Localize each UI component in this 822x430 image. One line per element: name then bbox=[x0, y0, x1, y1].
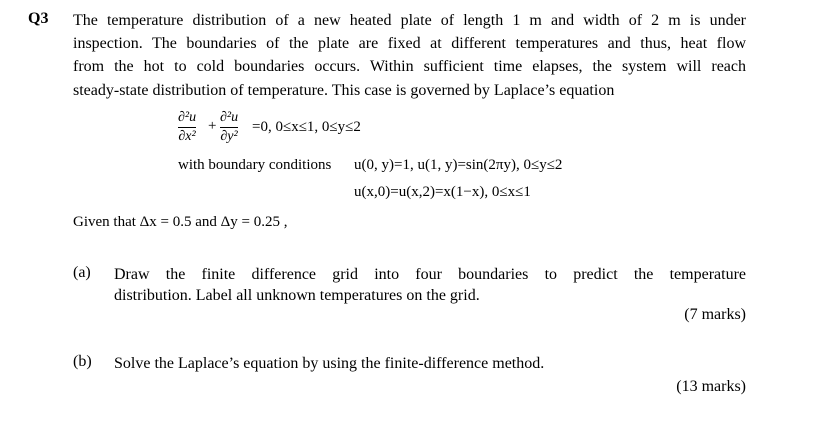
fraction-denominator: ∂y² bbox=[220, 129, 238, 144]
boundary-condition-1: u(0, y)=1, u(1, y)=sin(2πy), 0≤y≤2 bbox=[354, 157, 563, 173]
part-label: (b) bbox=[73, 353, 92, 370]
boundary-condition-2: u(x,0)=u(x,2)=x(1−x), 0≤x≤1 bbox=[354, 184, 531, 200]
part-marks: (7 marks) bbox=[684, 306, 746, 323]
part-marks: (13 marks) bbox=[676, 378, 746, 395]
fraction-numerator: ∂²u bbox=[220, 110, 239, 125]
equation-rhs: =0, 0≤x≤1, 0≤y≤2 bbox=[252, 119, 361, 135]
fraction-bar bbox=[178, 127, 196, 128]
d2u-dy2-fraction bbox=[220, 110, 238, 145]
fraction-denominator: ∂x² bbox=[178, 129, 196, 144]
intro-line: inspection. The boundaries of the plate are fixed at different temperatures and thus, heat flow bbox=[73, 35, 746, 52]
intro-line: steady-state distribution of temperature. This case is governed by Laplace’s equation bbox=[73, 82, 615, 99]
part-text-line: Solve the Laplace’s equation by using the finite-difference method. bbox=[114, 355, 545, 372]
boundary-label: with boundary conditions bbox=[178, 157, 332, 173]
part-text-line: distribution. Label all unknown temperatures on the grid. bbox=[114, 287, 480, 304]
intro-line: from the hot to cold boundaries occurs. Within sufficient time elapses, the system will reach bbox=[73, 58, 746, 75]
plus-sign: + bbox=[208, 118, 217, 134]
intro-line: The temperature distribution of a new heated plate of length 1 m and width of 2 m is under bbox=[73, 12, 746, 29]
fraction-numerator: ∂²u bbox=[178, 110, 197, 125]
given-steps: Given that Δx = 0.5 and Δy = 0.25 , bbox=[73, 214, 288, 230]
fraction-bar bbox=[220, 127, 238, 128]
part-label: (a) bbox=[73, 264, 91, 281]
question-number: Q3 bbox=[28, 10, 49, 27]
d2u-dx2-fraction bbox=[178, 110, 196, 145]
part-text-line: Draw the finite difference grid into four boundaries to predict the temperature bbox=[114, 266, 746, 283]
